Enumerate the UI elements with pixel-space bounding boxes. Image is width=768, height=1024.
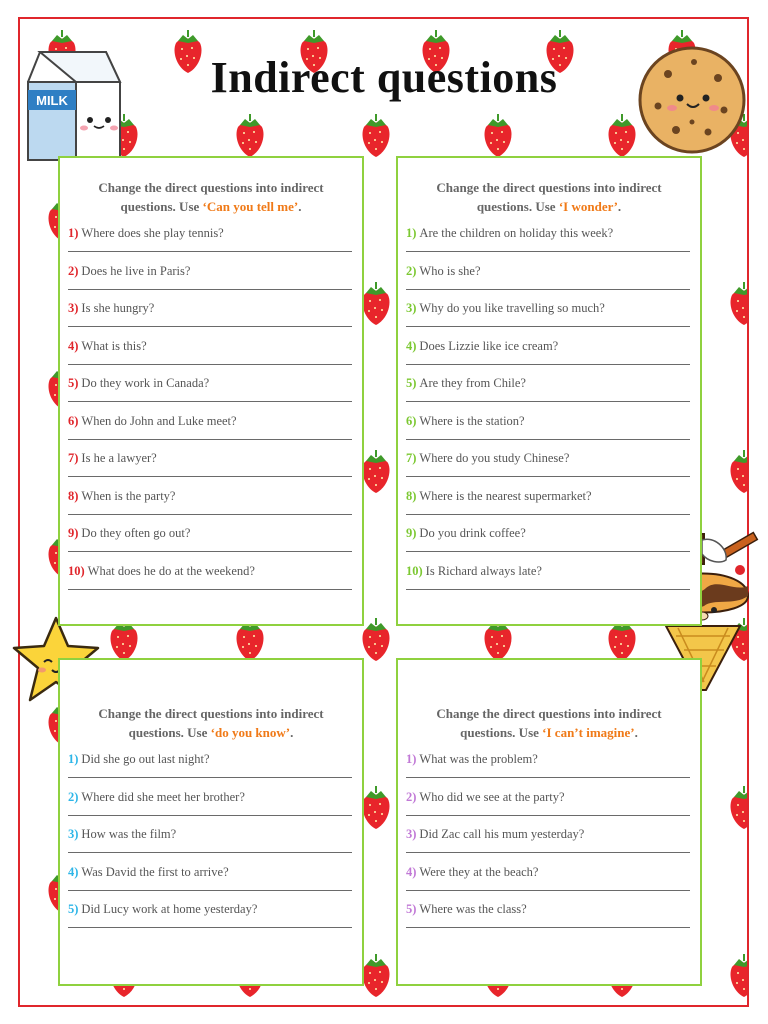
instruction-text: Change the direct questions into indirect questions. Use ‘I wonder’. bbox=[436, 180, 662, 214]
answer-line[interactable] bbox=[406, 251, 690, 252]
question-item bbox=[406, 374, 690, 412]
answer-line[interactable] bbox=[406, 777, 690, 778]
question-text: Is he a lawyer? bbox=[81, 451, 157, 465]
answer-line[interactable] bbox=[68, 815, 352, 816]
strawberry-icon bbox=[604, 113, 640, 159]
question-number: 4) bbox=[406, 338, 417, 353]
question-item bbox=[68, 524, 352, 562]
question-text: Is she hungry? bbox=[81, 301, 155, 315]
question-text: Were they at the beach? bbox=[419, 864, 539, 879]
answer-line[interactable] bbox=[406, 326, 690, 327]
question-text: What does he do at the weekend? bbox=[87, 563, 255, 578]
question-text: What was the problem? bbox=[419, 752, 538, 766]
question-number: 2) bbox=[68, 789, 79, 804]
question-text: What is this? bbox=[81, 338, 147, 353]
question-item bbox=[406, 337, 690, 375]
question-text: Where was the class? bbox=[419, 902, 527, 916]
question-item bbox=[68, 825, 352, 863]
question-item bbox=[406, 524, 690, 562]
question-item bbox=[406, 562, 690, 600]
question-item bbox=[68, 750, 352, 788]
strawberry-icon bbox=[358, 113, 394, 159]
question-item bbox=[406, 750, 690, 788]
answer-line[interactable] bbox=[406, 476, 690, 477]
strawberry-icon bbox=[726, 785, 749, 831]
question-number: 7) bbox=[68, 451, 79, 465]
answer-line[interactable] bbox=[68, 476, 352, 477]
answer-line[interactable] bbox=[406, 927, 690, 928]
question-number: 1) bbox=[68, 752, 79, 766]
question-item bbox=[68, 487, 352, 525]
question-item bbox=[68, 449, 352, 487]
question-list bbox=[60, 750, 362, 938]
question-number: 5) bbox=[406, 902, 417, 916]
question-text: Does he live in Paris? bbox=[81, 263, 191, 278]
page-title: Indirect questions bbox=[210, 53, 558, 102]
answer-line[interactable] bbox=[406, 815, 690, 816]
strawberry-icon bbox=[480, 113, 516, 159]
question-item bbox=[406, 449, 690, 487]
question-item bbox=[406, 788, 690, 826]
cookie-icon bbox=[636, 44, 748, 156]
question-number: 2) bbox=[406, 263, 417, 278]
question-text: Who is she? bbox=[419, 263, 481, 278]
question-text: When do John and Luke meet? bbox=[81, 413, 237, 428]
question-item bbox=[68, 412, 352, 450]
question-item bbox=[68, 900, 352, 938]
question-text: Did Lucy work at home yesterday? bbox=[81, 902, 258, 916]
question-number: 4) bbox=[68, 338, 79, 353]
question-number: 8) bbox=[68, 488, 79, 503]
question-number: 7) bbox=[406, 451, 417, 465]
instruction-phrase: ‘do you know’ bbox=[210, 725, 291, 740]
answer-line[interactable] bbox=[68, 852, 352, 853]
question-text: Is Richard always late? bbox=[425, 563, 542, 578]
question-text: Do they often go out? bbox=[81, 526, 191, 540]
instruction-phrase: ‘Can you tell me’ bbox=[202, 199, 299, 214]
question-item bbox=[406, 224, 690, 262]
question-item bbox=[68, 374, 352, 412]
exercise-panel-i-cant-imagine bbox=[396, 658, 702, 986]
answer-line[interactable] bbox=[406, 289, 690, 290]
question-number: 9) bbox=[406, 526, 417, 540]
question-text: Do they work in Canada? bbox=[81, 376, 210, 390]
instruction-text: Change the direct questions into indirect questions. Use ‘I can’t imagine’. bbox=[436, 706, 662, 740]
question-text: Are they from Chile? bbox=[419, 376, 526, 390]
answer-line[interactable] bbox=[68, 439, 352, 440]
question-number: 10) bbox=[68, 563, 85, 578]
milk-carton-icon bbox=[20, 44, 128, 166]
question-number: 5) bbox=[406, 376, 417, 390]
question-number: 1) bbox=[406, 752, 417, 766]
exercise-panel-do-you-know bbox=[58, 658, 364, 986]
question-text: Where is the nearest supermarket? bbox=[419, 488, 592, 503]
question-number: 5) bbox=[68, 376, 79, 390]
strawberry-icon bbox=[726, 953, 749, 999]
question-text: Where do you study Chinese? bbox=[419, 451, 570, 465]
question-item bbox=[68, 788, 352, 826]
question-number: 1) bbox=[406, 226, 417, 240]
question-text: How was the film? bbox=[81, 827, 177, 841]
question-number: 3) bbox=[406, 827, 417, 841]
question-text: Who did we see at the party? bbox=[419, 789, 565, 804]
answer-line[interactable] bbox=[406, 890, 690, 891]
question-item bbox=[406, 487, 690, 525]
question-text: Where does she play tennis? bbox=[81, 226, 224, 240]
question-text: Do you drink coffee? bbox=[419, 526, 526, 540]
question-list bbox=[60, 224, 362, 599]
question-number: 6) bbox=[406, 413, 417, 428]
answer-line[interactable] bbox=[68, 364, 352, 365]
answer-line[interactable] bbox=[406, 514, 690, 515]
question-item bbox=[68, 562, 352, 600]
question-item bbox=[406, 825, 690, 863]
question-number: 3) bbox=[406, 301, 417, 315]
question-number: 10) bbox=[406, 563, 423, 578]
question-text: Are the children on holiday this week? bbox=[419, 226, 614, 240]
answer-line[interactable] bbox=[406, 439, 690, 440]
question-text: Does Lizzie like ice cream? bbox=[419, 338, 559, 353]
instruction-text: Change the direct questions into indirect questions. Use ‘do you know’. bbox=[98, 706, 324, 740]
instruction-text: Change the direct questions into indirect questions. Use ‘Can you tell me’. bbox=[98, 180, 324, 214]
answer-line[interactable] bbox=[68, 589, 352, 590]
question-number: 3) bbox=[68, 827, 79, 841]
strawberry-icon bbox=[726, 281, 749, 327]
strawberry-icon bbox=[726, 449, 749, 495]
question-item bbox=[68, 224, 352, 262]
strawberry-icon bbox=[232, 113, 268, 159]
question-item bbox=[68, 299, 352, 337]
question-text: Was David the first to arrive? bbox=[81, 864, 229, 879]
answer-line[interactable] bbox=[68, 890, 352, 891]
question-text: Why do you like travelling so much? bbox=[419, 301, 605, 315]
answer-line[interactable] bbox=[406, 364, 690, 365]
question-number: 2) bbox=[406, 789, 417, 804]
answer-line[interactable] bbox=[68, 401, 352, 402]
question-item bbox=[406, 262, 690, 300]
answer-line[interactable] bbox=[68, 251, 352, 252]
question-item bbox=[406, 900, 690, 938]
question-item bbox=[406, 299, 690, 337]
answer-line[interactable] bbox=[68, 927, 352, 928]
question-item bbox=[406, 863, 690, 901]
answer-line[interactable] bbox=[68, 777, 352, 778]
answer-line[interactable] bbox=[68, 326, 352, 327]
question-number: 9) bbox=[68, 526, 79, 540]
answer-line[interactable] bbox=[68, 289, 352, 290]
question-number: 3) bbox=[68, 301, 79, 315]
question-text: Did she go out last night? bbox=[81, 752, 210, 766]
instruction-phrase: ‘I wonder’ bbox=[558, 199, 618, 214]
exercise-panel-i-wonder bbox=[396, 156, 702, 626]
question-number: 6) bbox=[68, 413, 79, 428]
answer-line[interactable] bbox=[406, 589, 690, 590]
question-text: Where did she meet her brother? bbox=[81, 789, 245, 804]
question-number: 8) bbox=[406, 488, 417, 503]
question-number: 4) bbox=[68, 864, 79, 879]
question-text: Did Zac call his mum yesterday? bbox=[419, 827, 585, 841]
question-text: Where is the station? bbox=[419, 413, 525, 428]
exercise-panel-can-you-tell-me bbox=[58, 156, 364, 626]
answer-line[interactable] bbox=[68, 514, 352, 515]
question-number: 4) bbox=[406, 864, 417, 879]
question-item bbox=[68, 337, 352, 375]
answer-line[interactable] bbox=[406, 401, 690, 402]
instruction-phrase: ‘I can’t imagine’ bbox=[542, 725, 635, 740]
question-item bbox=[406, 412, 690, 450]
answer-line[interactable] bbox=[68, 551, 352, 552]
answer-line[interactable] bbox=[406, 551, 690, 552]
question-number: 2) bbox=[68, 263, 79, 278]
question-text: When is the party? bbox=[81, 488, 176, 503]
question-list bbox=[398, 224, 700, 599]
milk-label: MILK bbox=[36, 93, 68, 108]
answer-line[interactable] bbox=[406, 852, 690, 853]
question-number: 5) bbox=[68, 902, 79, 916]
question-item bbox=[68, 262, 352, 300]
question-number: 1) bbox=[68, 226, 79, 240]
question-item bbox=[68, 863, 352, 901]
question-list bbox=[398, 750, 700, 938]
